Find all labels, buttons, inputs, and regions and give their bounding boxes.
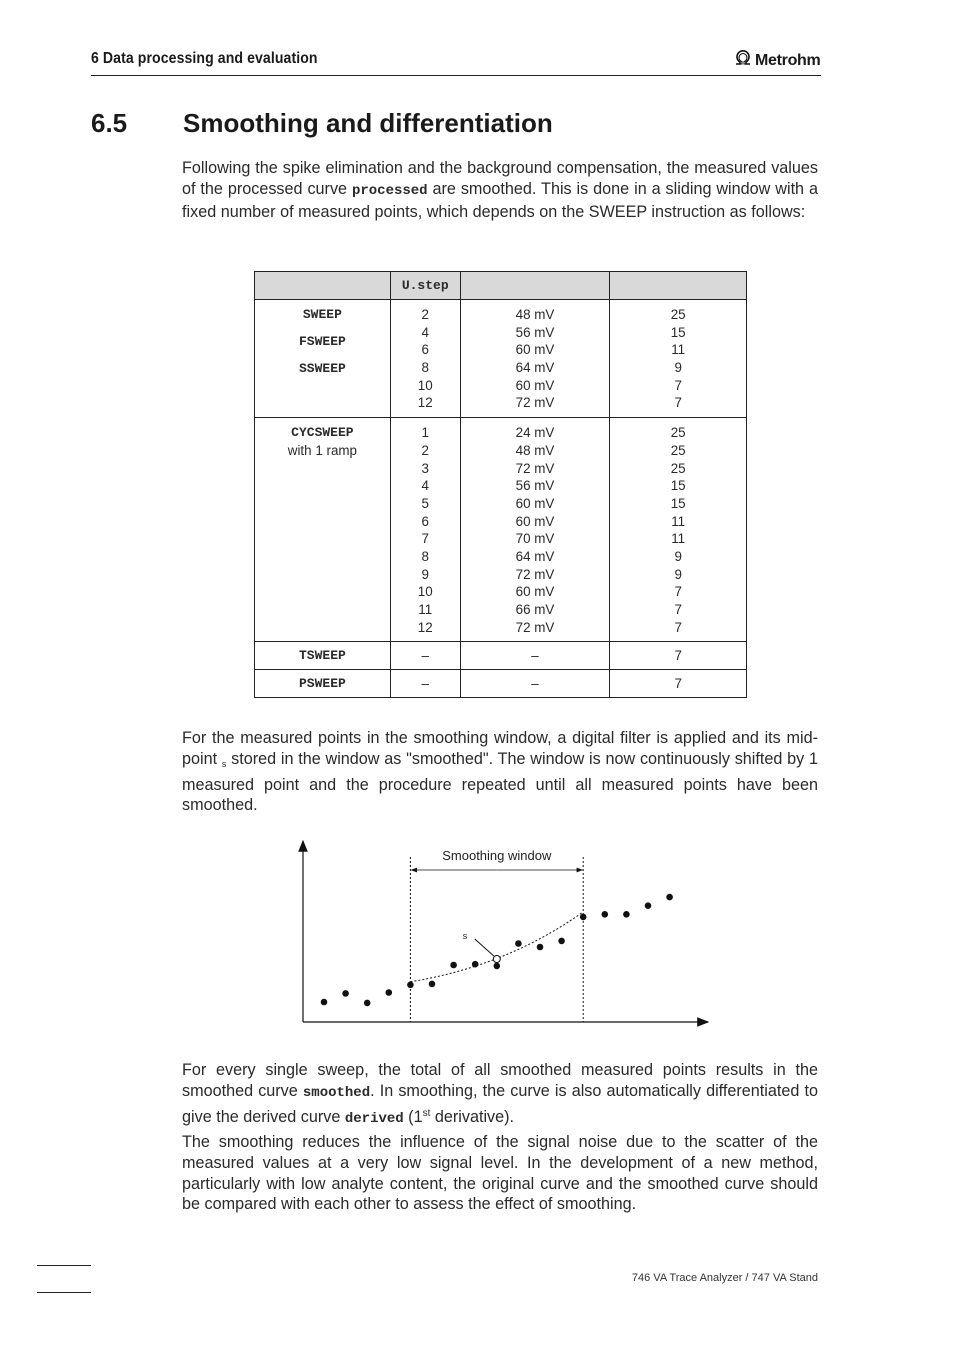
- cell-voltage: –: [460, 642, 610, 670]
- measured-point: [321, 999, 328, 1006]
- command-sweep: SWEEP: [302, 307, 342, 322]
- points-value: 11: [671, 531, 686, 547]
- header-cell-ustep: U.step: [390, 272, 460, 300]
- voltage-value: 72 mV: [515, 619, 555, 635]
- window-label: Smoothing window: [442, 848, 552, 863]
- voltage-value: 56 mV: [515, 478, 555, 494]
- cell-ustep: [390, 418, 460, 642]
- measured-point: [558, 938, 565, 945]
- voltage-value: 70 mV: [515, 531, 555, 547]
- measured-point: [645, 902, 652, 909]
- filter-text-2: stored in the window as "smoothed". The window is now continuously shifted by 1 measured point and the procedure repeated until all measured points have been smoothed.: [182, 749, 819, 815]
- voltage-value: 60 mV: [515, 495, 555, 511]
- ustep-value: 12: [417, 619, 433, 635]
- header-cell-command: [255, 272, 391, 300]
- code-derived: derived: [344, 1110, 404, 1127]
- smoothed-curve: [410, 912, 583, 982]
- measured-point: [472, 961, 479, 968]
- noise-paragraph: The smoothing reduces the influence of the signal noise due to the scatter of the measured values at a very low signal level. In the development of a new method, particularly with low analyte content, the original curve and the smoothed curve should be compared with each other to assess the effect of smoothing.: [182, 1133, 818, 1214]
- voltage-value: 60 mV: [515, 377, 555, 393]
- chapter-heading: 6 Data processing and evaluation: [91, 50, 318, 67]
- smoothed-text-1: For every single sweep, the total of all smoothed measured points results in the smoothed curve: [182, 1061, 818, 1100]
- section-title: Smoothing and differentiation: [183, 108, 553, 138]
- command-fsweep: FSWEEP: [298, 334, 346, 349]
- command-cycsweep: CYCSWEEP: [291, 425, 354, 441]
- ustep-value: 8: [421, 360, 429, 376]
- command-note: with 1 ramp: [287, 442, 357, 458]
- cell-points: 7: [610, 642, 747, 670]
- measured-point: [537, 944, 544, 951]
- ustep-value: 2: [421, 307, 429, 322]
- cell-voltage: [460, 418, 610, 642]
- smoothed-paragraph: [182, 1060, 818, 1129]
- points-value: 25: [670, 425, 686, 441]
- voltage-value: 56 mV: [515, 324, 555, 340]
- footer-rule-bottom: [37, 1292, 91, 1293]
- cell-commands: [255, 300, 391, 418]
- midpoint-subscript: s: [221, 758, 227, 769]
- voltage-value: 48 mV: [515, 442, 555, 458]
- points-value: 7: [674, 619, 682, 635]
- cell-voltage: –: [460, 670, 610, 698]
- smoothing-table: [254, 271, 747, 698]
- ustep-value: 6: [421, 342, 429, 358]
- footer-rule-top: [37, 1265, 91, 1266]
- table-header-row: [255, 272, 747, 300]
- table-row-cycsweep: [255, 418, 747, 642]
- points-value: 7: [674, 602, 682, 617]
- voltage-value: 72 mV: [515, 460, 555, 476]
- cell-ustep: –: [390, 642, 460, 670]
- smoothed-text-4: derivative).: [430, 1107, 515, 1126]
- voltage-value: 24 mV: [515, 425, 555, 441]
- brand-name: Metrohm: [755, 51, 821, 69]
- voltage-value: 60 mV: [515, 584, 555, 600]
- ustep-value: 5: [421, 495, 429, 511]
- ustep-value: 12: [417, 395, 433, 411]
- smoothing-window-diagram: [290, 835, 720, 1035]
- header-rule: [91, 75, 821, 76]
- measured-point: [580, 914, 587, 921]
- ustep-value: 1: [421, 425, 429, 441]
- cell-voltage: [460, 300, 610, 418]
- points-value: 25: [670, 460, 686, 476]
- measured-point: [515, 940, 522, 947]
- voltage-value: 48 mV: [515, 307, 555, 322]
- cell-points: 7: [610, 670, 747, 698]
- ustep-value: 11: [418, 602, 433, 617]
- voltage-value: 64 mV: [515, 360, 555, 376]
- measured-point: [342, 990, 349, 997]
- intro-text-2: are smoothed. This is done in a sliding window with a fixed number of measured points, which depends on the SWEEP instruction as follows:: [182, 179, 818, 221]
- points-value: 9: [674, 360, 682, 376]
- measured-point: [364, 1000, 371, 1007]
- measured-point: [494, 963, 501, 970]
- section-number: 6.5: [91, 108, 128, 138]
- measured-point: [407, 982, 414, 989]
- points-value: 7: [674, 395, 682, 411]
- ustep-value: 9: [421, 566, 429, 582]
- smoothed-point-pointer: [475, 939, 494, 956]
- cell-points: [610, 300, 747, 418]
- points-value: 11: [671, 513, 686, 529]
- cell-ustep: –: [390, 670, 460, 698]
- points-value: 7: [674, 584, 682, 600]
- ustep-value: 2: [421, 442, 429, 458]
- voltage-value: 64 mV: [515, 548, 555, 564]
- points-value: 9: [674, 566, 682, 582]
- ustep-value: 10: [417, 377, 433, 393]
- voltage-value: 60 mV: [515, 513, 555, 529]
- voltage-value: 60 mV: [515, 342, 555, 358]
- voltage-value: 72 mV: [515, 395, 555, 411]
- ustep-value: 6: [421, 513, 429, 529]
- measured-point: [666, 894, 673, 901]
- measured-point: [429, 981, 436, 988]
- measured-point: [623, 911, 630, 918]
- cell-points: [610, 418, 747, 642]
- smoothed-point-label: s: [462, 931, 468, 941]
- omega-icon: [733, 50, 753, 71]
- table-row-psweep: [255, 670, 747, 698]
- smoothed-point: [493, 956, 500, 963]
- points-value: 15: [670, 478, 686, 494]
- voltage-value: 72 mV: [515, 566, 555, 582]
- points-value: 9: [674, 548, 682, 564]
- footer-product: 746 VA Trace Analyzer / 747 VA Stand: [631, 1272, 818, 1284]
- intro-paragraph: [182, 158, 818, 222]
- ustep-value: 4: [421, 324, 429, 340]
- points-value: 25: [670, 307, 686, 322]
- ustep-value: 10: [417, 584, 433, 600]
- points-value: 15: [670, 495, 686, 511]
- intro-text-1: Following the spike elimination and the background compensation, the measured values of the processed curve: [182, 159, 818, 198]
- filter-text-1: For the measured points in the smoothing window, a digital filter is applied and its mid-point: [182, 729, 818, 768]
- command-tsweep: TSWEEP: [255, 642, 391, 670]
- header-cell-points: [610, 272, 747, 300]
- cell-commands: [255, 418, 391, 642]
- measured-point: [602, 911, 609, 918]
- filter-paragraph: [182, 728, 818, 816]
- points-value: 25: [670, 442, 686, 458]
- ustep-value: 3: [421, 460, 429, 476]
- ustep-value: 7: [421, 531, 429, 547]
- header-cell-voltage: [460, 272, 610, 300]
- points-value: 15: [670, 324, 686, 340]
- measured-point: [450, 962, 457, 969]
- cell-ustep: [390, 300, 460, 418]
- ustep-value: 4: [421, 478, 429, 494]
- first-superscript: st: [422, 1107, 431, 1119]
- brand-logo: [733, 50, 820, 71]
- code-smoothed: smoothed: [302, 1084, 371, 1101]
- table-row-sweep: [255, 300, 747, 418]
- smoothed-text-3: (1: [403, 1107, 423, 1126]
- command-ssweep: SSWEEP: [298, 361, 346, 376]
- smoothed-text-2: . In smoothing, the curve is also automatically differentiated to give the derived curve: [182, 1081, 818, 1126]
- points-value: 7: [674, 377, 682, 393]
- table-row-tsweep: [255, 642, 747, 670]
- voltage-value: 66 mV: [515, 602, 555, 617]
- measured-point: [386, 989, 393, 996]
- points-value: 11: [671, 342, 686, 358]
- command-psweep: PSWEEP: [255, 670, 391, 698]
- ustep-value: 8: [421, 548, 429, 564]
- code-processed: processed: [351, 182, 428, 199]
